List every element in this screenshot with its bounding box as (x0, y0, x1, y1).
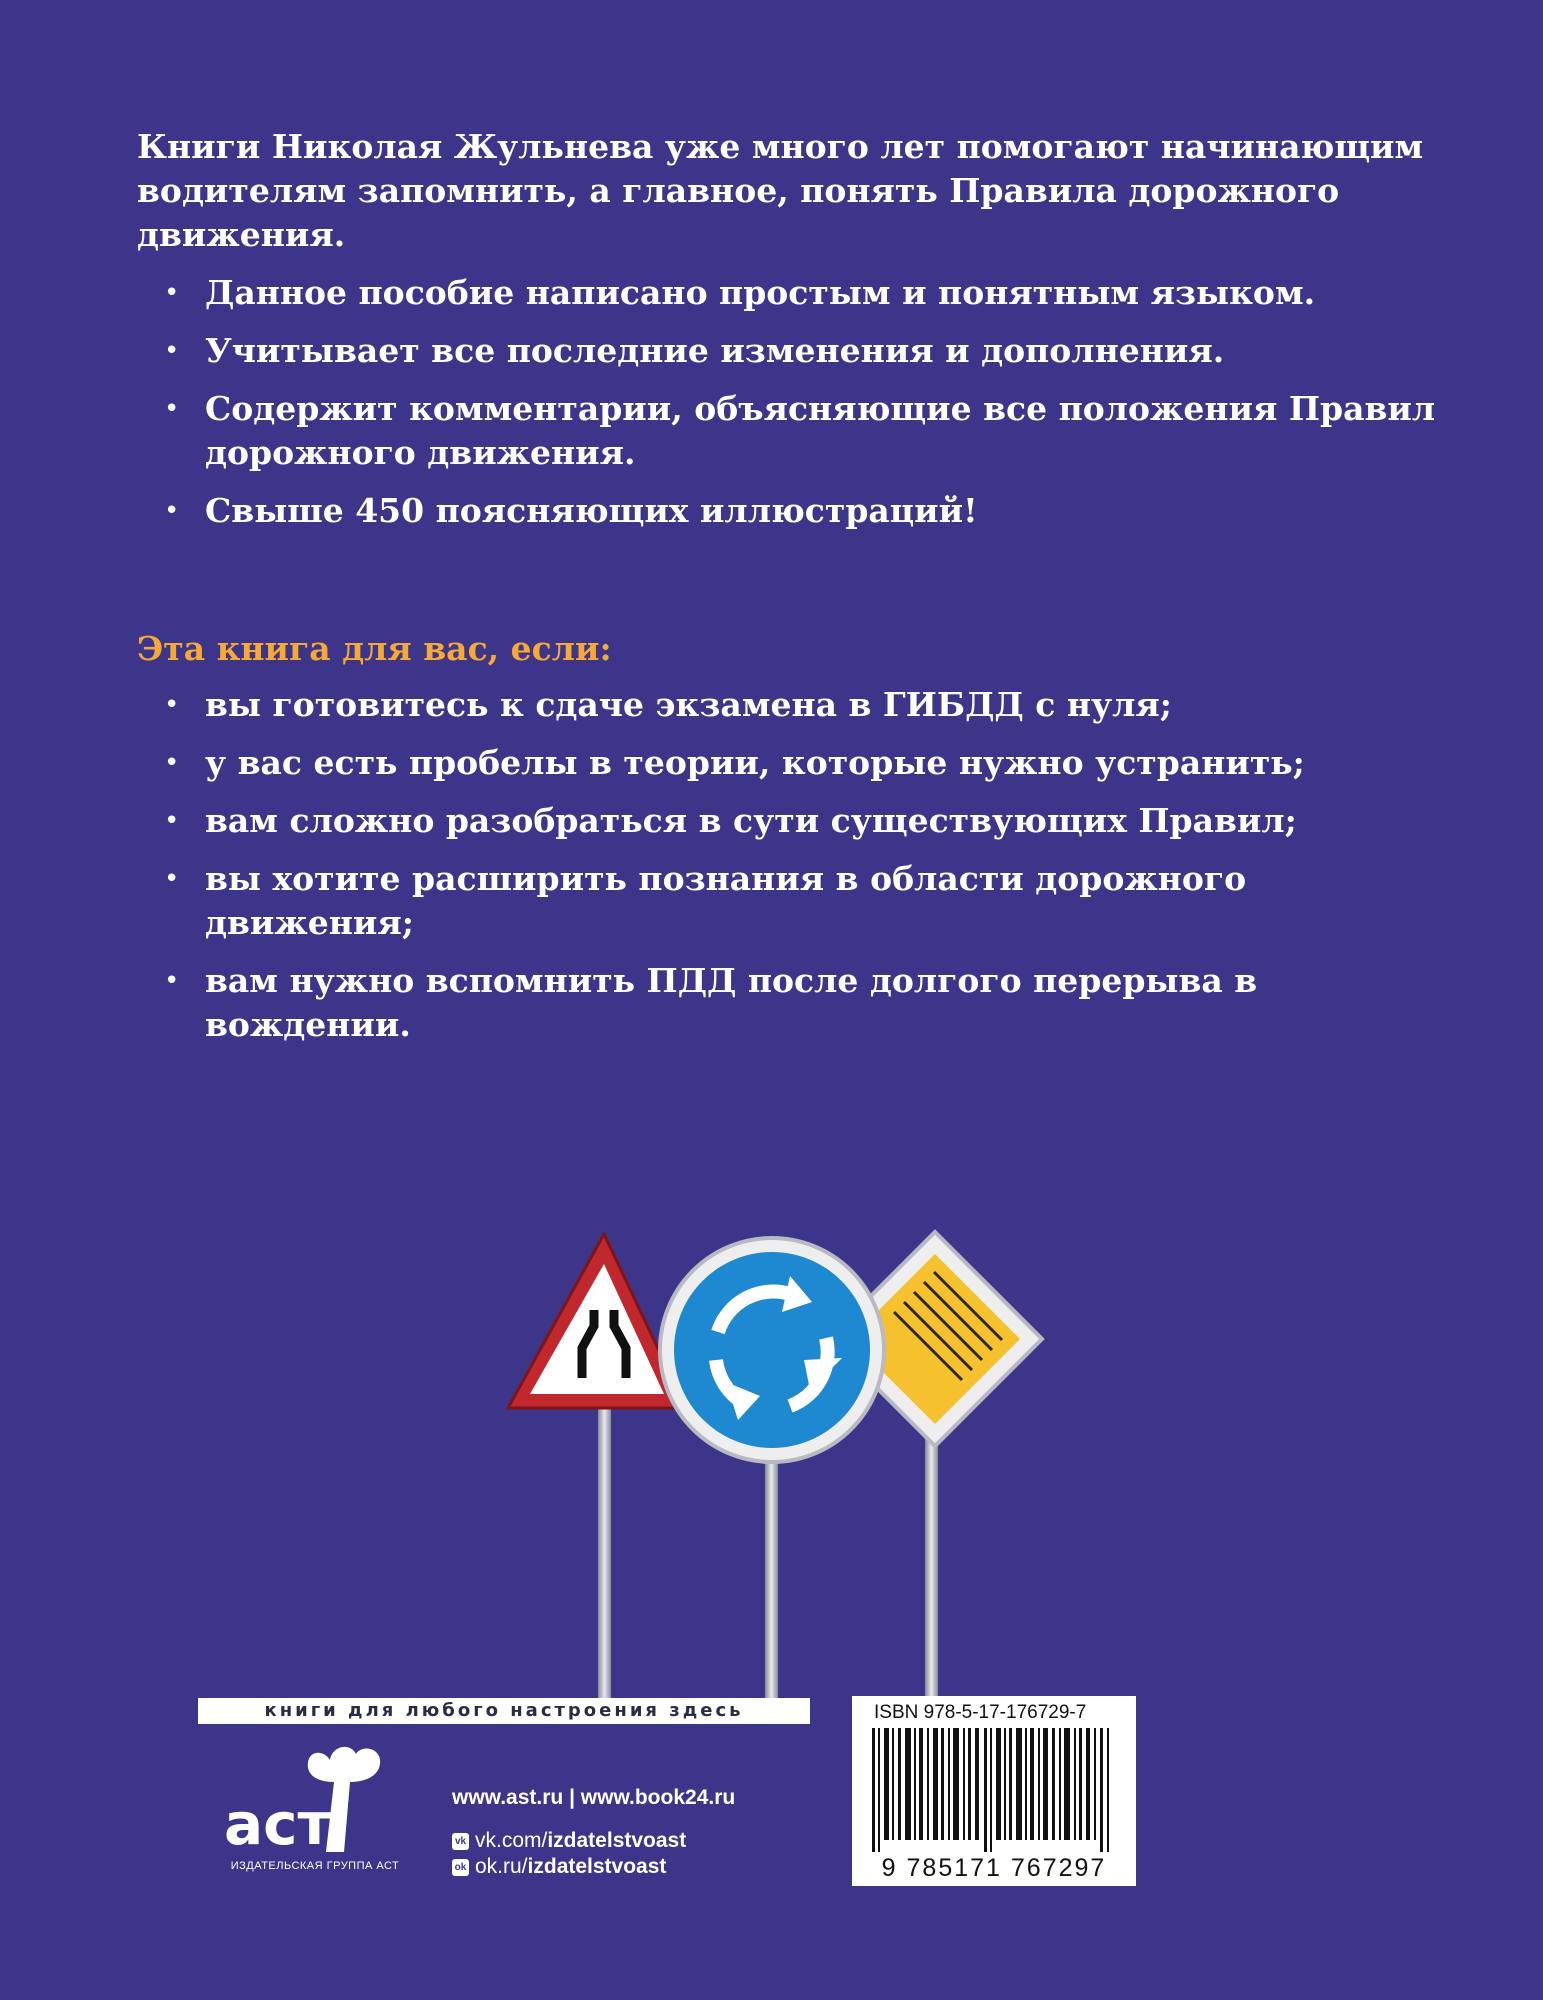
audience-item: • вы готовитесь к сдаче экзамена в ГИБДД с нуля; (137, 683, 1457, 727)
audience-item: • вы хотите расширить познания в области дорожного движения; (137, 857, 1457, 945)
feature-item: • Содержит комментарии, объясняющие все положения Правил дорожного движения. (137, 387, 1457, 475)
intro-section (137, 125, 1457, 547)
feature-item: • Данное пособие написано простым и понятным языком. (137, 271, 1457, 315)
publisher-logo-text: аст (224, 1790, 332, 1858)
barcode-digits: 9 785171 767297 (881, 1854, 1107, 1882)
audience-item: • вам нужно вспомнить ПДД после долгого перерыва в вождении. (137, 959, 1457, 1047)
intro-paragraph: Книги Николая Жульнева уже много лет помогают начинающим водителям запомнить, а главное, понять Правила дорожного движения. (137, 127, 1424, 254)
isbn-label: ISBN 978-5-17-176729-7 (874, 1702, 1087, 1723)
audience-item: • вам сложно разобраться в сути существующих Правил; (137, 799, 1457, 843)
publisher-caption: ИЗДАТЕЛЬСКАЯ ГРУППА АСТ (230, 1860, 400, 1872)
roundabout-sign-icon (660, 1238, 884, 1462)
ok-icon: ok (452, 1859, 469, 1876)
website-links[interactable]: www.ast.ru | www.book24.ru (452, 1786, 736, 1809)
narrowing-road-sign-icon (508, 1234, 686, 1408)
ok-handle: izdatelstvoast (527, 1855, 667, 1878)
ok-link[interactable] (452, 1854, 735, 1880)
pole-icon (765, 1450, 778, 1700)
audience-list (137, 683, 1457, 1047)
publisher-logo-icon (222, 1738, 402, 1858)
audience-heading: Эта книга для вас, если: (137, 629, 612, 668)
isbn-barcode-box (852, 1696, 1136, 1886)
vk-handle: izdatelstvoast (547, 1829, 687, 1852)
audience-section (137, 627, 1457, 1061)
barcode-icon (872, 1728, 1116, 1852)
pole-icon (925, 1430, 938, 1700)
ok-prefix: ok.ru/ (475, 1855, 528, 1878)
tagline-banner: книги для любого настроения здесь (198, 1698, 810, 1724)
feature-item: • Учитывает все последние изменения и дополнения. (137, 329, 1457, 373)
road-signs-illustration (490, 1220, 1050, 1700)
feature-list (137, 271, 1457, 533)
publisher-contacts (452, 1786, 735, 1880)
feature-item: • Свыше 450 поясняющих иллюстраций! (137, 489, 1457, 533)
vk-icon: vk (452, 1833, 469, 1850)
pole-icon (598, 1400, 611, 1700)
vk-prefix: vk.com/ (475, 1829, 548, 1852)
vk-link[interactable] (452, 1828, 735, 1854)
audience-item: • у вас есть пробелы в теории, которые нужно устранить; (137, 741, 1457, 785)
